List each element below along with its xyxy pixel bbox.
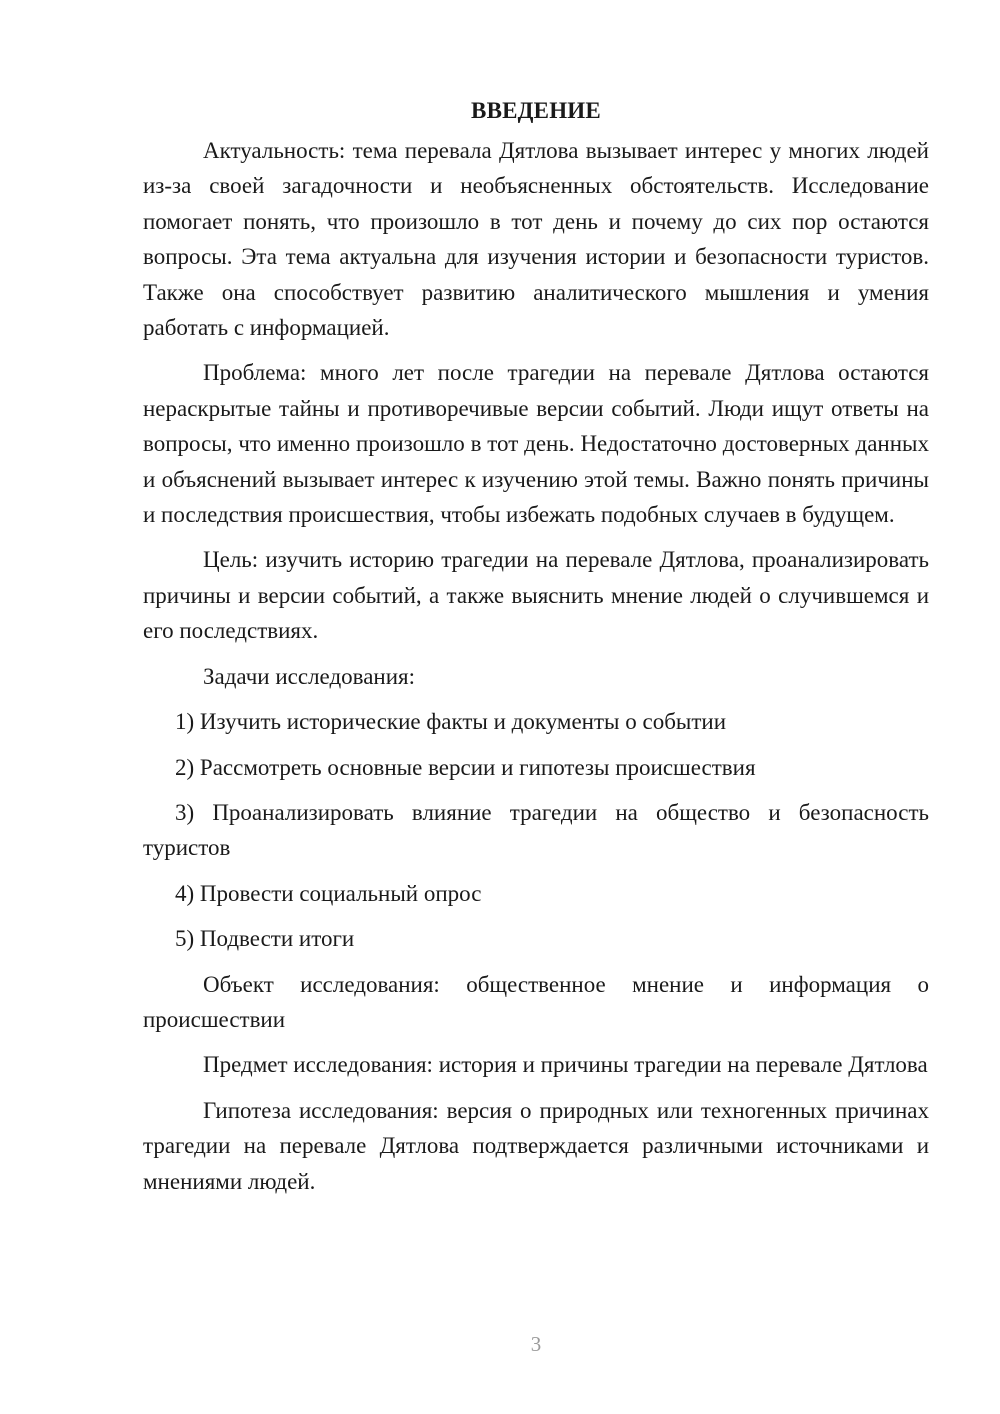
task-item-1: 1) Изучить исторические факты и документы о событии — [175, 709, 727, 735]
object-paragraph: Объект исследования: общественное мнение и информация о происшествии — [143, 971, 929, 1032]
task-item-5: 5) Подвести итоги — [175, 926, 355, 952]
page-number: 3 — [530, 1332, 542, 1356]
task-item-4: 4) Провести социальный опрос — [175, 880, 482, 906]
page-content — [143, 93, 929, 1209]
hypothesis-paragraph: Гипотеза исследования: версия о природных или техногенных причинах трагедии на перевале Дятлова подтверждается различными источниками и мнениями людей. — [143, 1097, 929, 1194]
tasks-heading: Задачи исследования: — [203, 663, 416, 689]
task-item-2: 2) Рассмотреть основные версии и гипотезы происшествия — [175, 754, 756, 780]
problem-paragraph: Проблема: много лет после трагедии на перевале Дятлова остаются нераскрытые тайны и противоречивые версии событий. Люди ищут ответы на вопросы, что именно произошло в тот день. Недостаточно достоверных данных и объяснений вызывает интерес к изучению этой темы. Важно понять причины и последствия происшествия, чтобы избежать подобных случаев в будущем. — [143, 360, 929, 528]
page-title: ВВЕДЕНИЕ — [471, 98, 601, 123]
task-item-3: 3) Проанализировать влияние трагедии на общество и безопасность туристов — [143, 799, 929, 861]
subject-paragraph: Предмет исследования: история и причины трагедии на перевале Дятлова — [203, 1052, 928, 1078]
relevance-paragraph: Актуальность: тема перевала Дятлова вызывает интерес у многих людей из-за своей загадочности и необъясненных обстоятельств. Исследование помогает понять, что произошло в тот день и почему до сих пор остаются вопросы. Эта тема актуальна для изучения истории и безопасности туристов. Также она способствует развитию аналитического мышления и умения работать с информацией. — [143, 138, 929, 341]
goal-paragraph: Цель: изучить историю трагедии на перевале Дятлова, проанализировать причины и версии событий, а также выяснить мнение людей о случившемся и его последствиях. — [143, 547, 929, 644]
